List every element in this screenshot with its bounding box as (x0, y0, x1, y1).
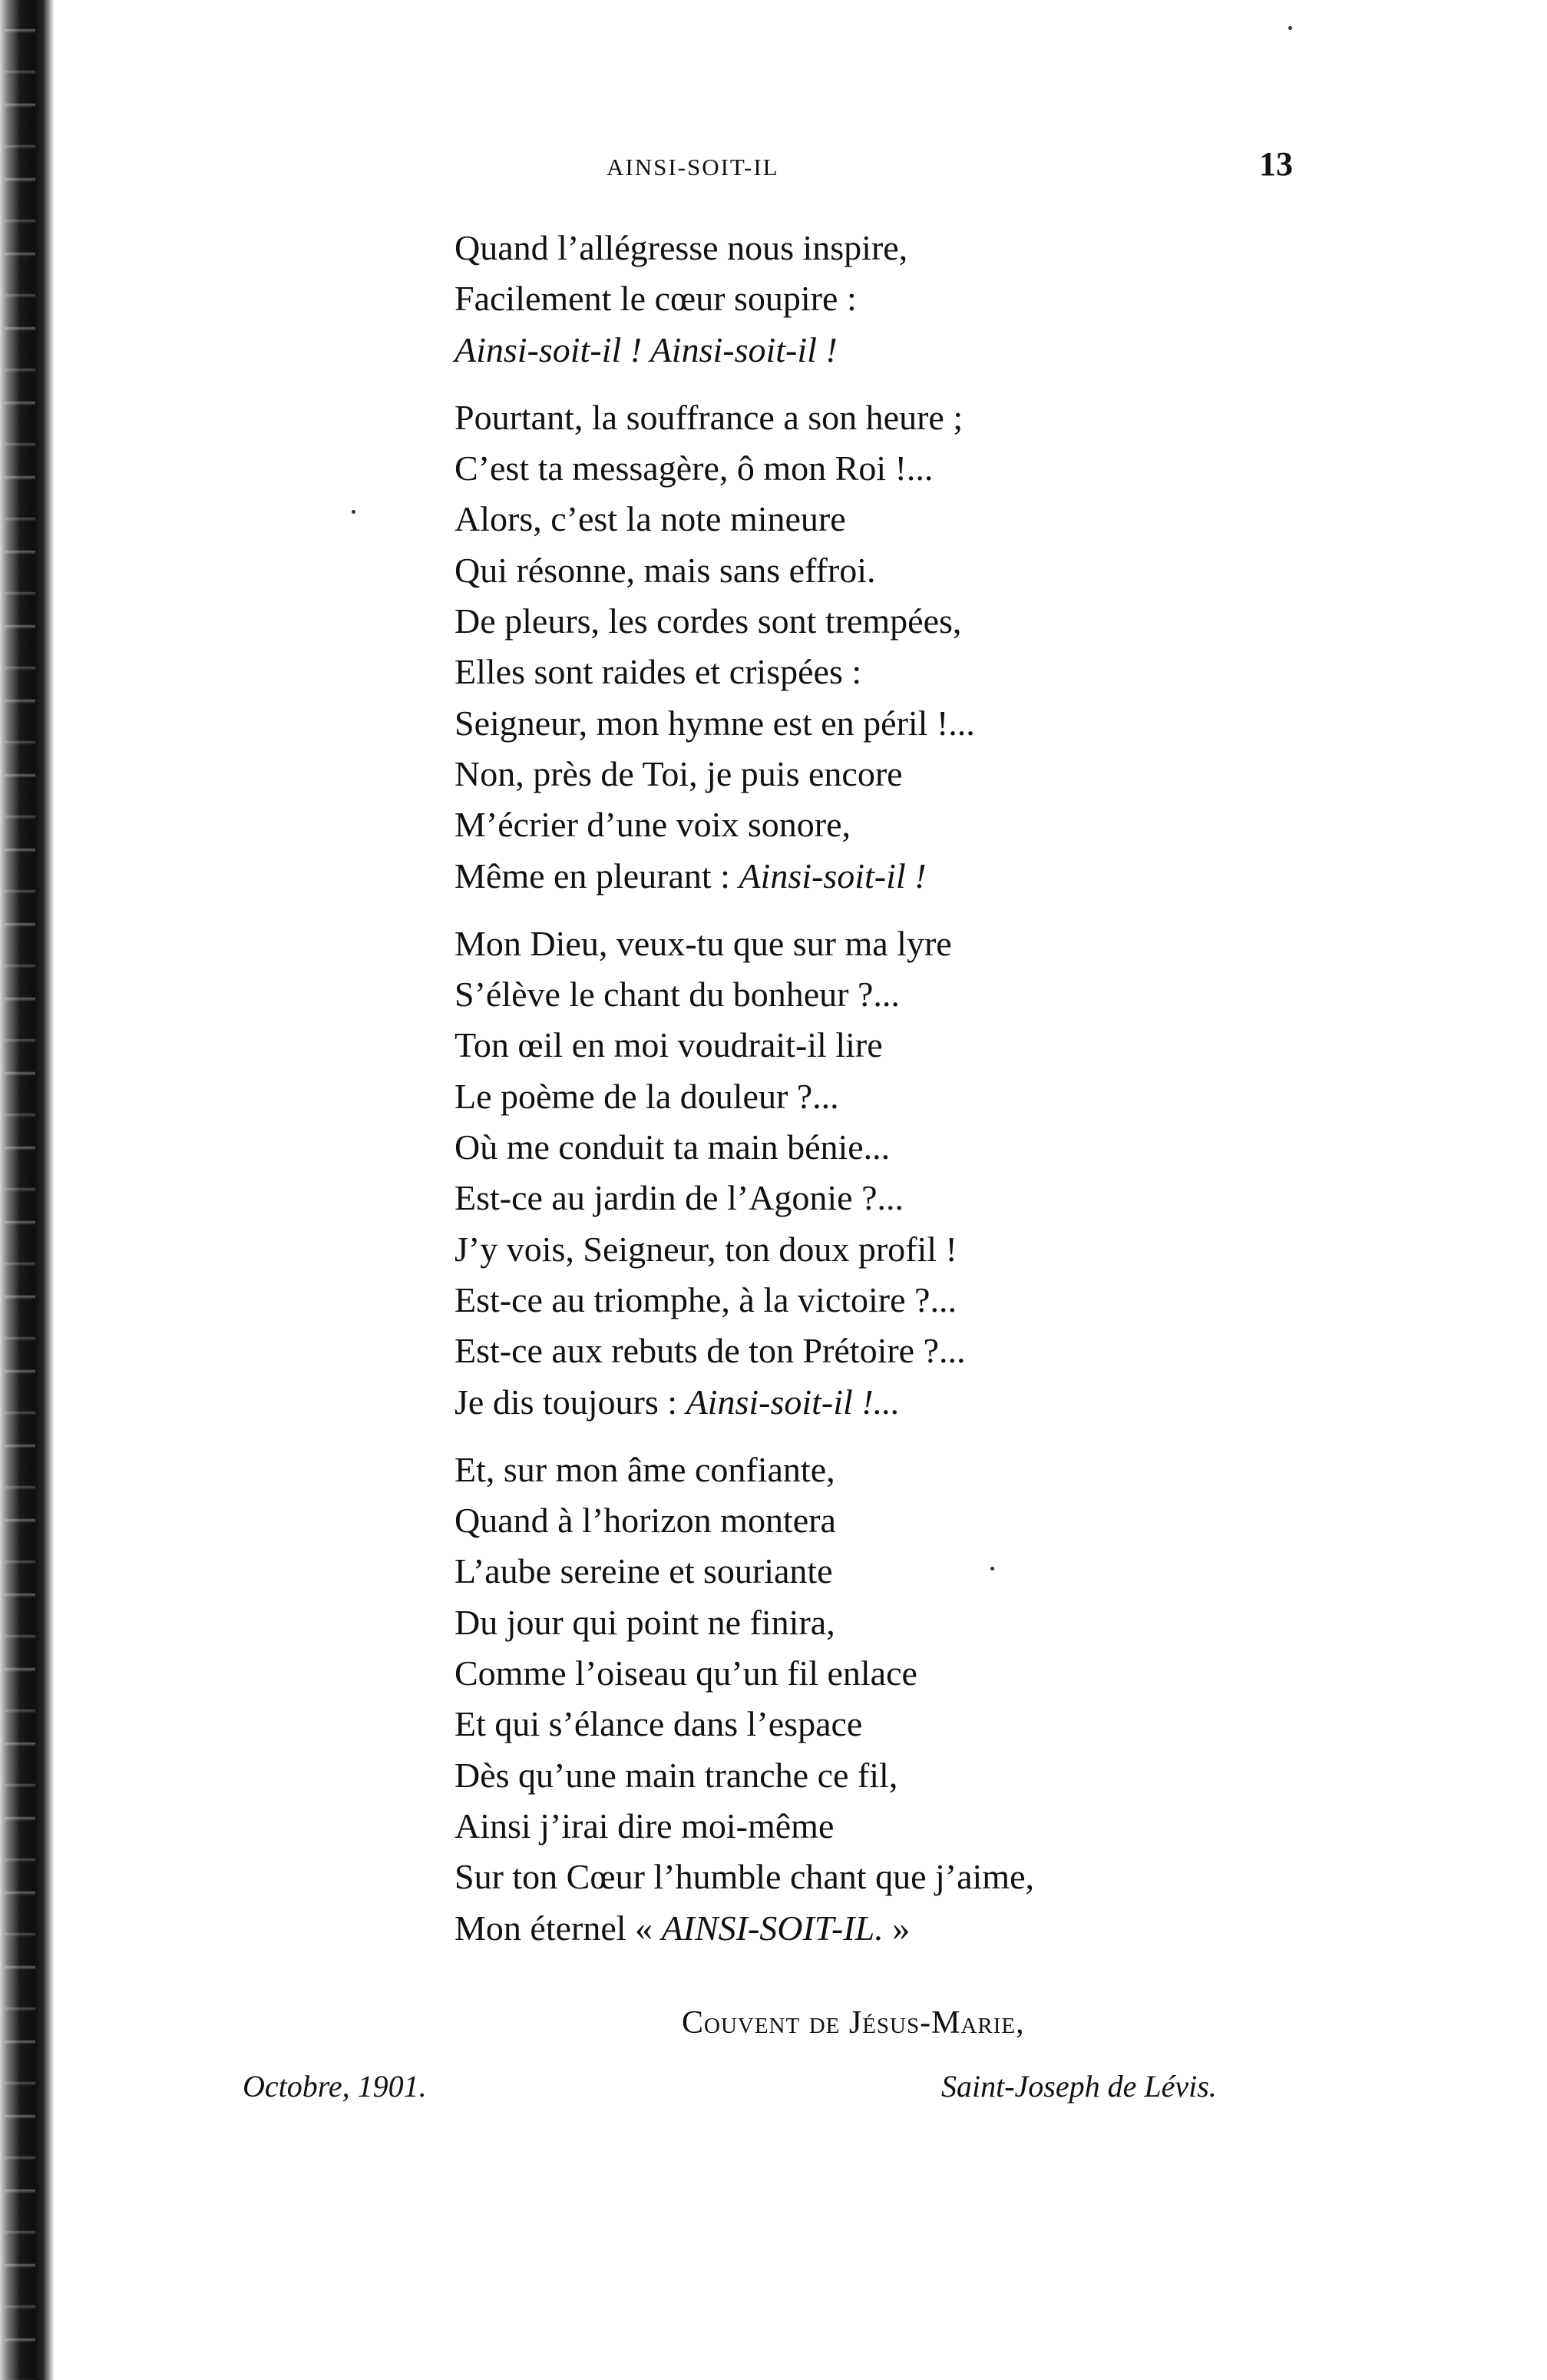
scan-speck (352, 510, 355, 514)
poem-line-refrain: Ainsi-soit-il ! Ainsi-soit-il ! (455, 329, 838, 369)
poem-line: S’élève le chant du bonheur ?... (455, 975, 900, 1015)
book-binding-edge (0, 0, 54, 2380)
stanza-3 (455, 919, 1299, 1428)
poem-line: Le poème de la douleur ?... (455, 1076, 839, 1116)
poem-refrain-italic: AINSI-SOIT-IL. (661, 1908, 884, 1948)
stanza-1 (455, 223, 1299, 376)
poem-line: L’aube sereine et souriante (455, 1551, 833, 1591)
poem-line: Mon Dieu, veux-tu que sur ma lyre (455, 923, 952, 963)
poem-line: Non, près de Toi, je puis encore (455, 753, 903, 793)
poem-line (455, 1903, 1299, 1954)
poem-line: Ton œil en moi voudrait-il lire (455, 1025, 883, 1065)
poem-line-text: Même en pleurant : (455, 856, 739, 895)
poem-line: Et, sur mon âme confiante, (455, 1449, 835, 1489)
poem-line: Est-ce aux rebuts de ton Prétoire ?... (455, 1331, 966, 1371)
poem-body (455, 223, 1299, 1971)
poem-line: Est-ce au triomphe, à la victoire ?... (455, 1279, 957, 1319)
signature-convent: Couvent de Jésus-Marie, (682, 2005, 1025, 2041)
poem-line: Et qui s’élance dans l’espace (455, 1704, 863, 1744)
poem-refrain-italic: Ainsi-soit-il !... (686, 1382, 901, 1422)
poem-line: C’est ta messagère, ô mon Roi !... (455, 449, 934, 488)
page-number: 13 (1259, 145, 1293, 183)
poem-line: M’écrier d’une voix sonore, (455, 805, 851, 845)
closing-guillemet: » (883, 1908, 911, 1948)
scan-speck (990, 1567, 994, 1571)
poem-line: Quand l’allégresse nous inspire, (455, 228, 908, 267)
stanza-2 (455, 392, 1299, 902)
poem-line: Dès qu’une main tranche ce fil, (455, 1755, 898, 1795)
poem-line: De pleurs, les cordes sont trempées, (455, 601, 962, 641)
poem-line: Facilement le cœur soupire : (455, 279, 857, 319)
poem-line: Est-ce au jardin de l’Agonie ?... (455, 1178, 904, 1218)
poem-line: Seigneur, mon hymne est en péril !... (455, 703, 975, 743)
poem-line: Comme l’oiseau qu’un fil enlace (455, 1653, 917, 1693)
poem-line: Du jour qui point ne finira, (455, 1602, 835, 1642)
poem-line-text: Mon éternel « (455, 1908, 662, 1948)
poem-line-text: Je dis toujours : (455, 1382, 686, 1422)
poem-line: Pourtant, la souffrance a son heure ; (455, 397, 964, 437)
signature-date: Octobre, 1901. (243, 2069, 427, 2104)
poem-line: Où me conduit ta main bénie... (455, 1127, 891, 1167)
scan-speck (1288, 26, 1292, 30)
poem-line: Sur ton Cœur l’humble chant que j’aime, (455, 1857, 1035, 1897)
poem-line: Ainsi j’irai dire moi-même (455, 1806, 835, 1845)
poem-line: Alors, c’est la note mineure (455, 499, 846, 539)
running-title: AINSI-SOIT-IL (607, 154, 779, 180)
poem-line: Elles sont raides et crispées : (455, 652, 862, 692)
signature-place: Saint-Joseph de Lévis. (941, 2069, 1217, 2104)
poem-refrain-italic: Ainsi-soit-il ! (739, 856, 927, 895)
poem-line (455, 1377, 1299, 1428)
poem-line: Qui résonne, mais sans effroi. (455, 550, 876, 590)
poem-line: J’y vois, Seigneur, ton doux profil ! (455, 1229, 957, 1269)
poem-line (455, 851, 1299, 902)
poem-line: Quand à l’horizon montera (455, 1501, 836, 1541)
stanza-4 (455, 1445, 1299, 1954)
